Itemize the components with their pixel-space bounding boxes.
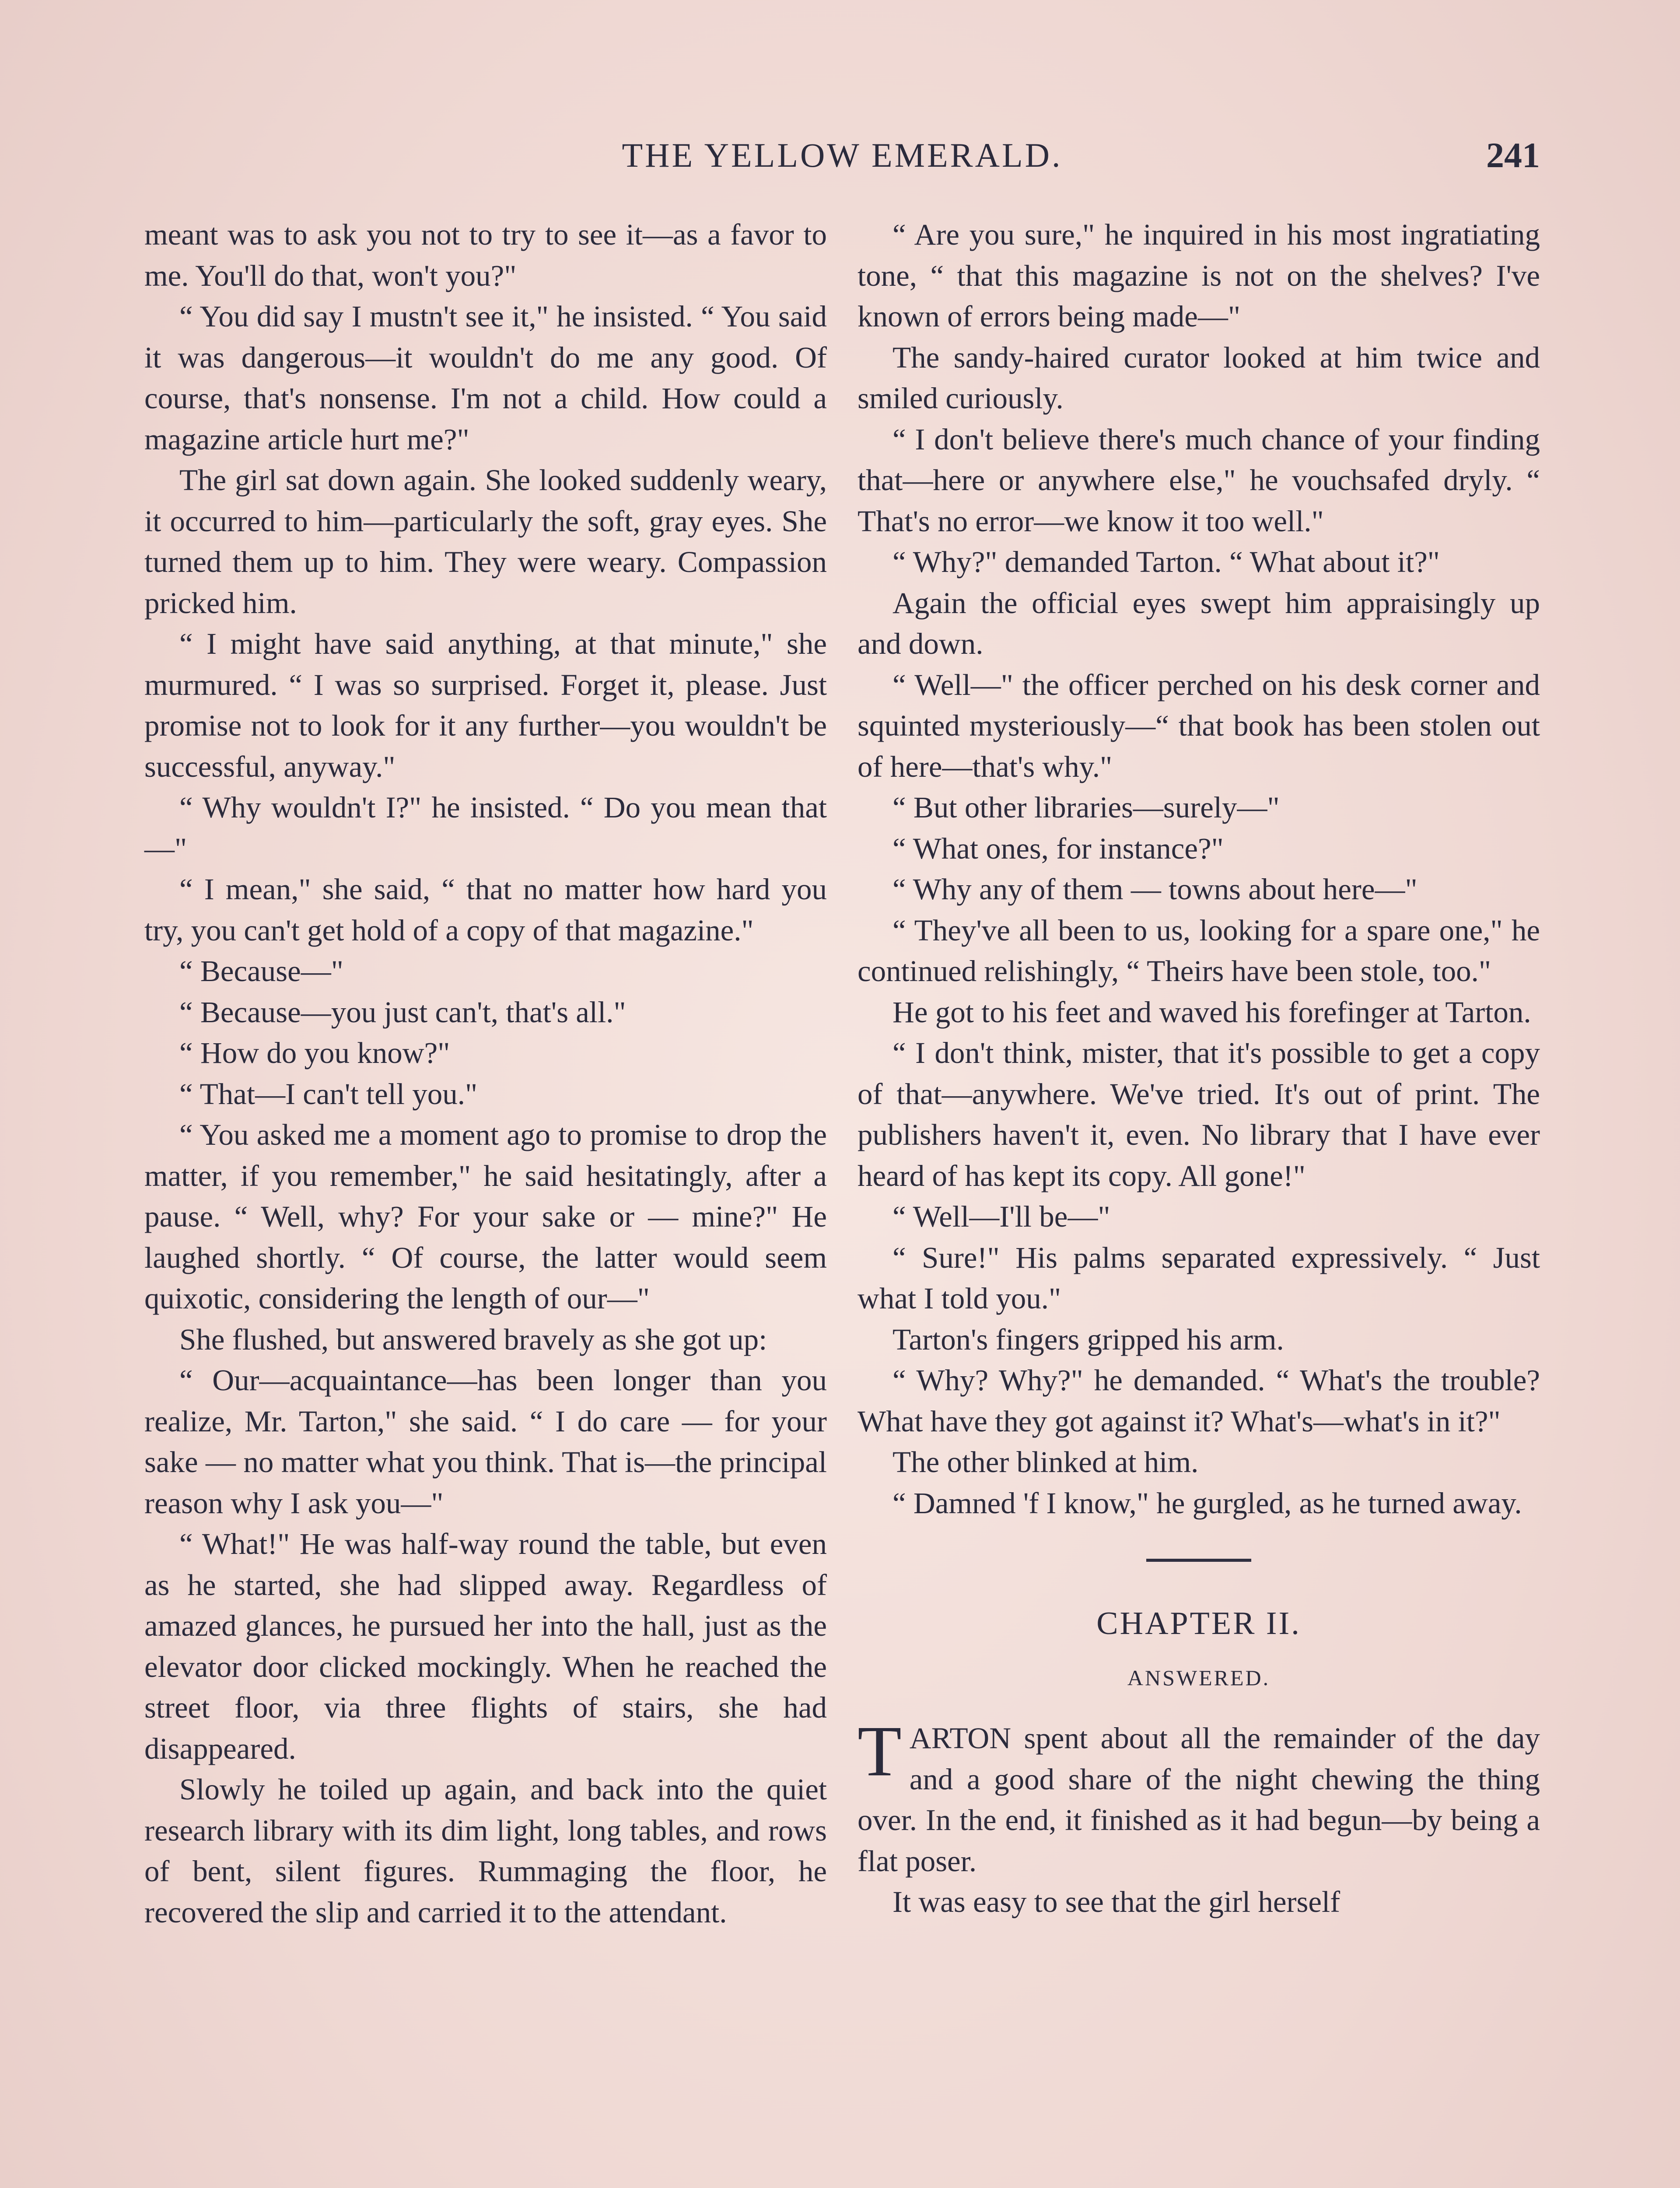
paragraph: “ But other libraries—surely—" (892, 791, 1280, 824)
paragraph: “ I mean," she said, “ that no matter how hard you try, you can't get hold of a copy of that magazine." (144, 873, 827, 947)
paragraph: He got to his feet and waved his forefinger at Tarton. (892, 995, 1531, 1029)
paragraph: “ Are you sure," he inquired in his most ingratiating tone, “ that this magazine is not on the shelves? I've known of errors being made—" (858, 218, 1540, 333)
paragraph: “ Because—" (179, 954, 343, 988)
paragraph: “ Damned 'f I know," he gurgled, as he turned away. (892, 1486, 1522, 1520)
paragraph: Tarton's fingers gripped his arm. (892, 1322, 1284, 1356)
paragraph: “ Well—" the officer perched on his desk corner and squinted mysteriously—“ that book has been stolen out of here—that's why." (858, 668, 1540, 783)
paragraph: “ You asked me a moment ago to promise to drop the matter, if you remember," he said hesitatingly, after a pause. “ Well, why? For your sake or — mine?" He laughed shortly. “ Of course, the latter would seem quixotic, considering the length of our—" (144, 1118, 827, 1315)
page-number: 241 (1486, 135, 1540, 175)
paragraph: meant was to ask you not to try to see it—as a favor to me. You'll do that, won't you?" (144, 218, 827, 292)
paragraph: It was easy to see that the girl herself (892, 1885, 1340, 1918)
paragraph: The sandy-haired curator looked at him twice and smiled curiously. (858, 340, 1540, 415)
paragraph: “ Why? Why?" he demanded. “ What's the trouble? What have they got against it? What's—what's in it?" (858, 1364, 1540, 1438)
section-divider (1146, 1559, 1251, 1562)
running-title: THE YELLOW EMERALD. (622, 136, 1063, 174)
paragraph: “ That—I can't tell you." (179, 1077, 478, 1111)
chapter-paragraph-text: ARTON spent about all the remainder of the day and a good share of the night chewing the thing over. In the end, it finished as it had begun—by being a flat poser. (858, 1722, 1540, 1878)
paragraph: “ Why?" demanded Tarton. “ What about it?" (892, 545, 1440, 579)
paragraph: “ Because—you just can't, that's all." (179, 995, 626, 1029)
paragraph: “ Sure!" His palms separated expressively. “ Just what I told you." (858, 1241, 1540, 1315)
paragraph: “ I don't think, mister, that it's possible to get a copy of that—anywhere. We've tried. It's out of print. The publishers haven't it, even. No library that I have ever heard of has kept its copy. All gone!" (858, 1036, 1540, 1192)
drop-cap: T (858, 1711, 902, 1791)
paragraph: “ You did say I mustn't see it," he insisted. “ You said it was dangerous—it wouldn't do me any good. Of course, that's nonsense. I'm not a child. How could a magazine article hurt me?" (144, 300, 827, 456)
paragraph: The girl sat down again. She looked suddenly weary, it occurred to him—particularly the soft, gray eyes. She turned them up to him. They were weary. Compassion pricked him. (144, 463, 827, 620)
running-head (144, 131, 1540, 179)
chapter-title: CHAPTER II. (1096, 1606, 1301, 1641)
paragraph: “ Why any of them — towns about here—" (892, 873, 1418, 906)
paragraph: She flushed, but answered bravely as she got up: (179, 1322, 767, 1356)
paragraph: Slowly he toiled up again, and back into the quiet research library with its dim light, long tables, and rows of bent, silent figures. Rummaging the floor, he recovered the slip and carried it to the attendant. (144, 1773, 827, 1929)
paragraph: “ I don't believe there's much chance of your finding that—here or anywhere else," he vouchsafed dryly. “ That's no error—we know it too well." (858, 422, 1540, 538)
paragraph: “ They've all been to us, looking for a spare one," he continued relishingly, “ Theirs have been stole, too." (858, 913, 1540, 988)
right-column (858, 214, 1540, 1923)
paragraph: “ What ones, for instance?" (892, 831, 1224, 865)
paragraph: “ Our—acquaintance—has been longer than you realize, Mr. Tarton," she said. “ I do care — for your sake — no matter what you think. That is—the principal reason why I ask you—" (144, 1364, 827, 1520)
chapter-subtitle: ANSWERED. (1127, 1665, 1270, 1690)
paragraph: The other blinked at him. (892, 1445, 1199, 1479)
paragraph: “ What!" He was half-way round the table, but even as he started, she had slipped away. Regardless of amazed glances, he pursued her into the hall, just as the elevator door clicked mockingly. When he reached the street floor, via three flights of stairs, she had disappeared. (144, 1527, 827, 1765)
chapter-first-paragraph (858, 1711, 1540, 1882)
paragraph: “ I might have said anything, at that minute," she murmured. “ I was so surprised. Forget it, please. Just promise not to look for it any further—you wouldn't be successful, anyway." (144, 627, 827, 783)
paragraph: “ How do you know?" (179, 1036, 450, 1069)
paragraph: “ Why wouldn't I?" he insisted. “ Do you mean that—" (144, 791, 827, 865)
paragraph: “ Well—I'll be—" (892, 1200, 1110, 1233)
left-column (144, 214, 827, 1933)
paragraph: Again the official eyes swept him appraisingly up and down. (858, 586, 1540, 660)
